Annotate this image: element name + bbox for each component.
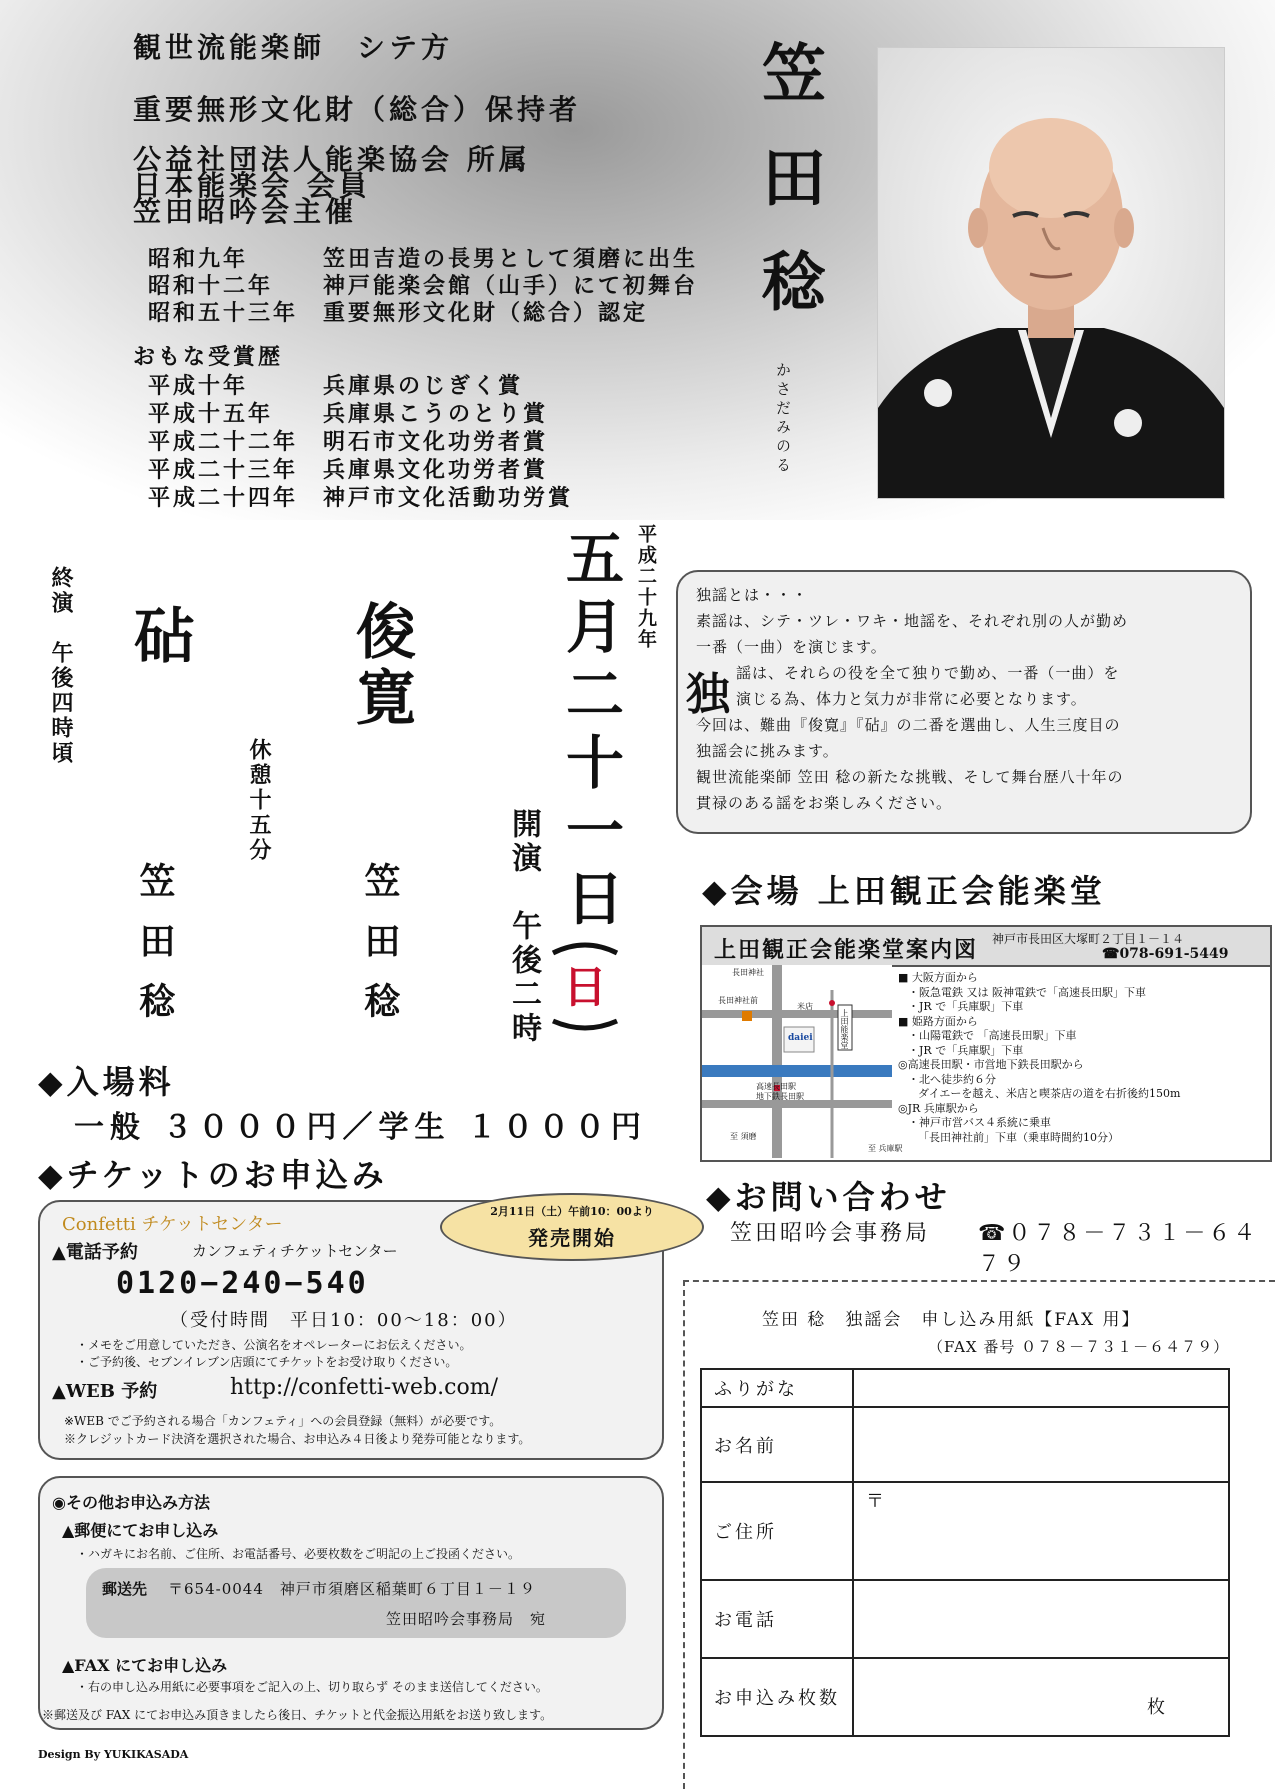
mailing-address-box [86, 1568, 626, 1638]
fee-text: 一般 ３０００円／学生 １０００円 [74, 1110, 647, 1145]
about-line: 一番（一曲）を演じます。 [696, 638, 887, 656]
piece-kinuta-performer: 笠田稔 [134, 862, 176, 1042]
map-label-station: 高速長田駅 [756, 1082, 796, 1091]
phone-label: お電話 [701, 1580, 853, 1658]
access-line: ・神戸市営バス４系統に乗車 [908, 1116, 1051, 1129]
sale-label: 発売開始 [528, 1226, 616, 1250]
phone-note: ・メモをご用意していただき、公演名をオペレーターにお伝えください。 [76, 1338, 472, 1352]
career-item: 昭和九年 笠田吉造の長男として須磨に出生 [148, 246, 699, 272]
venue-tel: ☎078-691-5449 [1102, 946, 1229, 962]
furigana-field[interactable] [853, 1369, 1229, 1407]
count-unit: 枚 [1147, 1697, 1168, 1718]
affiliation-1: 公益社団法人能楽協会 所属 [133, 143, 531, 176]
map-label-shrine-front: 長田神社前 [718, 996, 758, 1005]
ticket-center-name: Confetti チケットセンター [62, 1214, 283, 1235]
award-item: 平成二十二年 明石市文化功労者賞 [148, 429, 549, 455]
access-line: ・JR で「兵庫駅」下車 [908, 1000, 1024, 1013]
about-line: 貫禄のある謡をお楽しみください。 [696, 794, 953, 812]
about-big-char: 独 [686, 669, 730, 720]
form-fax-number: （FAX 番号 ０７８－７３１－６４７９） [928, 1338, 1230, 1356]
access-line: ・阪急電鉄 又は 阪神電鉄で「高速長田駅」下車 [908, 985, 1146, 999]
access-line: ■ 大阪方面から [898, 971, 978, 984]
access-line: ・山陽電鉄で 「高速長田駅」下車 [908, 1029, 1077, 1042]
weekday-label: 日 [563, 962, 607, 1013]
about-line: 演じる為、体力と気力が非常に必要となります。 [736, 690, 1087, 708]
access-line: ・JR で「兵庫駅」下車 [908, 1043, 1024, 1057]
career-item: 昭和十二年 神戸能楽会館（山手）にて初舞台 [148, 273, 699, 299]
venue-map [700, 925, 1272, 1162]
cut-line-vertical [683, 1280, 685, 1789]
mail-note: ・ハガキにお名前、ご住所、お電話番号、必要枚数をご明記の上ご投函ください。 [76, 1547, 521, 1561]
phone-number: 0120−240−540 [116, 1266, 369, 1301]
career-list [148, 246, 698, 327]
furigana-label: ふりがな [701, 1369, 853, 1407]
access-line: ◎高速長田駅・市営地下鉄長田駅から [898, 1058, 1084, 1071]
access-line: ・北へ徒歩約６分 [908, 1072, 996, 1086]
ticket-heading: ◆チケットのお申込み [38, 1156, 388, 1194]
map-label-suma: 至 須磨 [730, 1132, 757, 1141]
map-label-daiei: daiei [788, 1033, 813, 1043]
affiliation-3: 笠田昭吟会主催 [133, 195, 358, 228]
map-title: 上田観正会能楽堂案内図 [714, 937, 979, 963]
contact-office: 笠田昭吟会事務局 [730, 1221, 931, 1246]
program-weekday [545, 935, 625, 1035]
phone-center-name: カンフェティチケットセンター [192, 1242, 398, 1260]
award-item: 平成十五年 兵庫県こうのとり賞 [148, 401, 549, 427]
about-line: 独謡会に挑みます。 [696, 742, 839, 760]
about-title: 独謡とは・・・ [696, 586, 809, 604]
award-item: 平成二十四年 神戸市文化活動功労賞 [148, 485, 574, 511]
map-label-hyogo: 至 兵庫駅 [868, 1144, 903, 1153]
send-to: 笠田昭吟会事務局 宛 [386, 1610, 547, 1628]
about-line: 今回は、難曲『俊寛』『砧』の二番を選曲し、人生三度目の [696, 716, 1121, 734]
awards-list [148, 372, 573, 512]
sale-start-badge [440, 1193, 704, 1261]
access-line: ■ 姫路方面から [898, 1014, 978, 1028]
venue-address: 神戸市長田区大塚町２丁目１－１４ [992, 932, 1185, 946]
map-label-subway: 地下鉄長田駅 [756, 1092, 804, 1101]
piece-kinuta: 砧 [124, 604, 194, 664]
map-label-hall: 上田能楽堂 [840, 1009, 849, 1049]
program-era: 平成二十九年 [635, 524, 657, 650]
designation: 重要無形文化財（総合）保持者 [133, 93, 582, 126]
phone-label: ▲電話予約 [52, 1242, 138, 1263]
mail-label: ▲郵便にてお申し込み [62, 1521, 219, 1540]
design-credit: Design By YUKIKASADA [38, 1748, 189, 1761]
affiliation-2: 日本能楽会 会員 [133, 169, 371, 202]
count-label: お申込み枚数 [701, 1658, 853, 1736]
award-item: 平成二十三年 兵庫県文化功労者賞 [148, 457, 549, 483]
piece-shunkan-performer: 笠田稔 [359, 862, 401, 1042]
school-title: 観世流能楽師 シテ方 [133, 31, 454, 64]
application-form [700, 1368, 1230, 1737]
phone-note: ・ご予約後、セブンイレブン店頭にてチケットをお受け取りください。 [76, 1355, 458, 1369]
map-drawing [702, 965, 892, 1158]
contact-tel: ☎０７８－７３１－６４７９ [978, 1221, 1259, 1277]
web-note: ※クレジットカード決済を選択された場合、お申込み４日後より発券可能となります。 [64, 1432, 531, 1446]
program-date: 五月二十一日 [556, 528, 624, 936]
address-label: ご住所 [701, 1482, 853, 1580]
postal-mark: 〒 [866, 1491, 887, 1512]
award-item: 平成十年 兵庫県のじぎく賞 [148, 373, 524, 399]
phone-hours: （受付時間 平日10：00〜18：00） [170, 1310, 518, 1331]
access-info [898, 971, 1180, 1145]
other-methods-box [38, 1476, 664, 1730]
about-box [676, 570, 1252, 834]
performer-photo [877, 47, 1225, 499]
about-line: 観世流能楽師 笠田 稔の新たな挑戦、そして舞台歴八十年の [696, 768, 1124, 786]
intermission: 休憩十五分 [246, 738, 272, 863]
sale-date: 2月11日（土）午前10：00より [490, 1205, 654, 1218]
cut-line-horizontal [683, 1280, 1275, 1282]
map-label-rice: 米店 [797, 1002, 813, 1011]
end-time: 終演 午後四時頃 [48, 566, 74, 766]
address-field[interactable] [853, 1482, 1229, 1580]
awards-title: おもな受賞歴 [133, 344, 284, 370]
other-title: ◉その他お申込み方法 [52, 1493, 210, 1512]
send-label: 郵送先 [102, 1580, 148, 1598]
about-line: 謡は、それらの役を全て独りで勤め、一番（一曲）を [736, 664, 1120, 682]
performer-name-kana: かさだみのる [774, 362, 792, 476]
piece-shunkan: 俊寛 [346, 600, 416, 732]
venue-heading: ◆会場 上田観正会能楽堂 [702, 872, 1106, 910]
access-line: ダイエーを越え、米店と喫茶店の道を右折後約150m [918, 1087, 1181, 1100]
start-time: 開演 午後二時 [506, 808, 541, 1046]
web-label: ▲WEB 予約 [52, 1381, 158, 1402]
contact-heading: ◆お問い合わせ [706, 1178, 951, 1216]
portrait-illustration [878, 48, 1224, 498]
career-item: 昭和五十三年 重要無形文化財（総合）認定 [148, 300, 649, 326]
phone-field[interactable] [853, 1580, 1229, 1658]
count-field[interactable] [853, 1658, 1229, 1736]
fax-note: ・右の申し込み用紙に必要事項をご記入の上、切り取らず そのまま送信してください。 [76, 1680, 548, 1694]
send-address: 〒654-0044 神戸市須磨区稲葉町６丁目１－１９ [168, 1580, 536, 1598]
name-label: お名前 [701, 1407, 853, 1482]
access-line: ◎JR 兵庫駅から [898, 1101, 979, 1115]
final-note: ※郵送及び FAX にてお申込み頂きましたら後日、チケットと代金振込用紙をお送り致します。 [42, 1708, 553, 1722]
name-field[interactable] [853, 1407, 1229, 1482]
about-line: 素謡は、シテ・ツレ・ワキ・地謡を、それぞれ別の人が勤め [696, 612, 1129, 630]
map-label-shrine: 長田神社 [732, 968, 764, 977]
form-title: 笠田 稔 独謡会 申し込み用紙【FAX 用】 [762, 1310, 1141, 1330]
web-note: ※WEB でご予約される場合「カンフェティ」への会員登録（無料）が必要です。 [64, 1414, 502, 1428]
fee-heading: ◆入場料 [38, 1063, 175, 1101]
fax-label: ▲FAX にてお申し込み [62, 1656, 228, 1675]
web-url[interactable]: http://confetti-web.com/ [230, 1375, 498, 1400]
performer-name: 笠田稔 [751, 40, 826, 352]
access-line: 「長田神社前」下車（乗車時間約10分） [918, 1130, 1119, 1144]
